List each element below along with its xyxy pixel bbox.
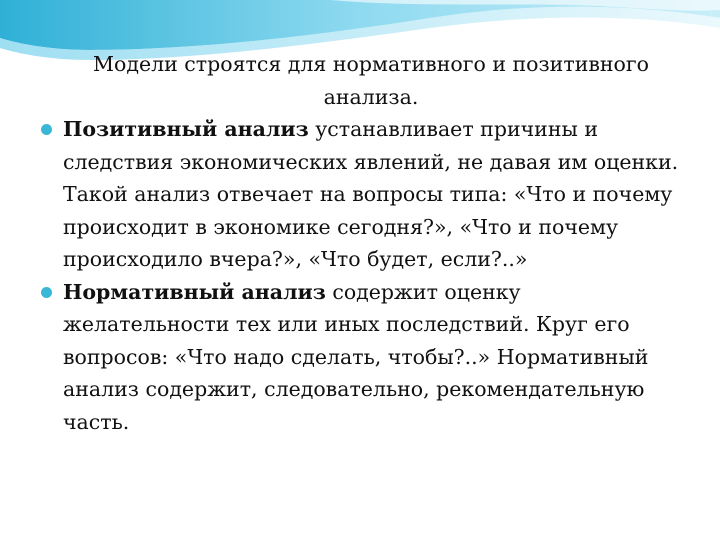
bullet-normative-analysis [40, 276, 690, 439]
bullet-dot-icon [41, 287, 52, 298]
bullet-dot-icon [41, 124, 52, 135]
bullet-positive-analysis [40, 113, 690, 276]
intro-line-1: Модели строятся для нормативного и позитивного [93, 52, 649, 76]
normative-analysis-term: Нормативный анализ [63, 279, 326, 304]
intro-line-2: анализа. [323, 84, 419, 109]
intro-paragraph [52, 48, 690, 113]
positive-analysis-text: устанавливает причины и следствия экономических явлений, не давая им оценки. Такой анализ отвечает на вопросы типа: «Что и почему происходит в экономике сегодня?», «Что и почему происходило вчера?», «Что будет, если?..» [63, 117, 679, 271]
positive-analysis-term: Позитивный анализ [63, 117, 309, 141]
slide-content [40, 48, 690, 438]
normative-analysis-text: содержит оценку желательности тех или иных последствий. Круг его вопросов: «Что надо сделать, чтобы?..» Нормативный анализ содержит, следовательно, рекомендательную часть. [63, 279, 649, 434]
